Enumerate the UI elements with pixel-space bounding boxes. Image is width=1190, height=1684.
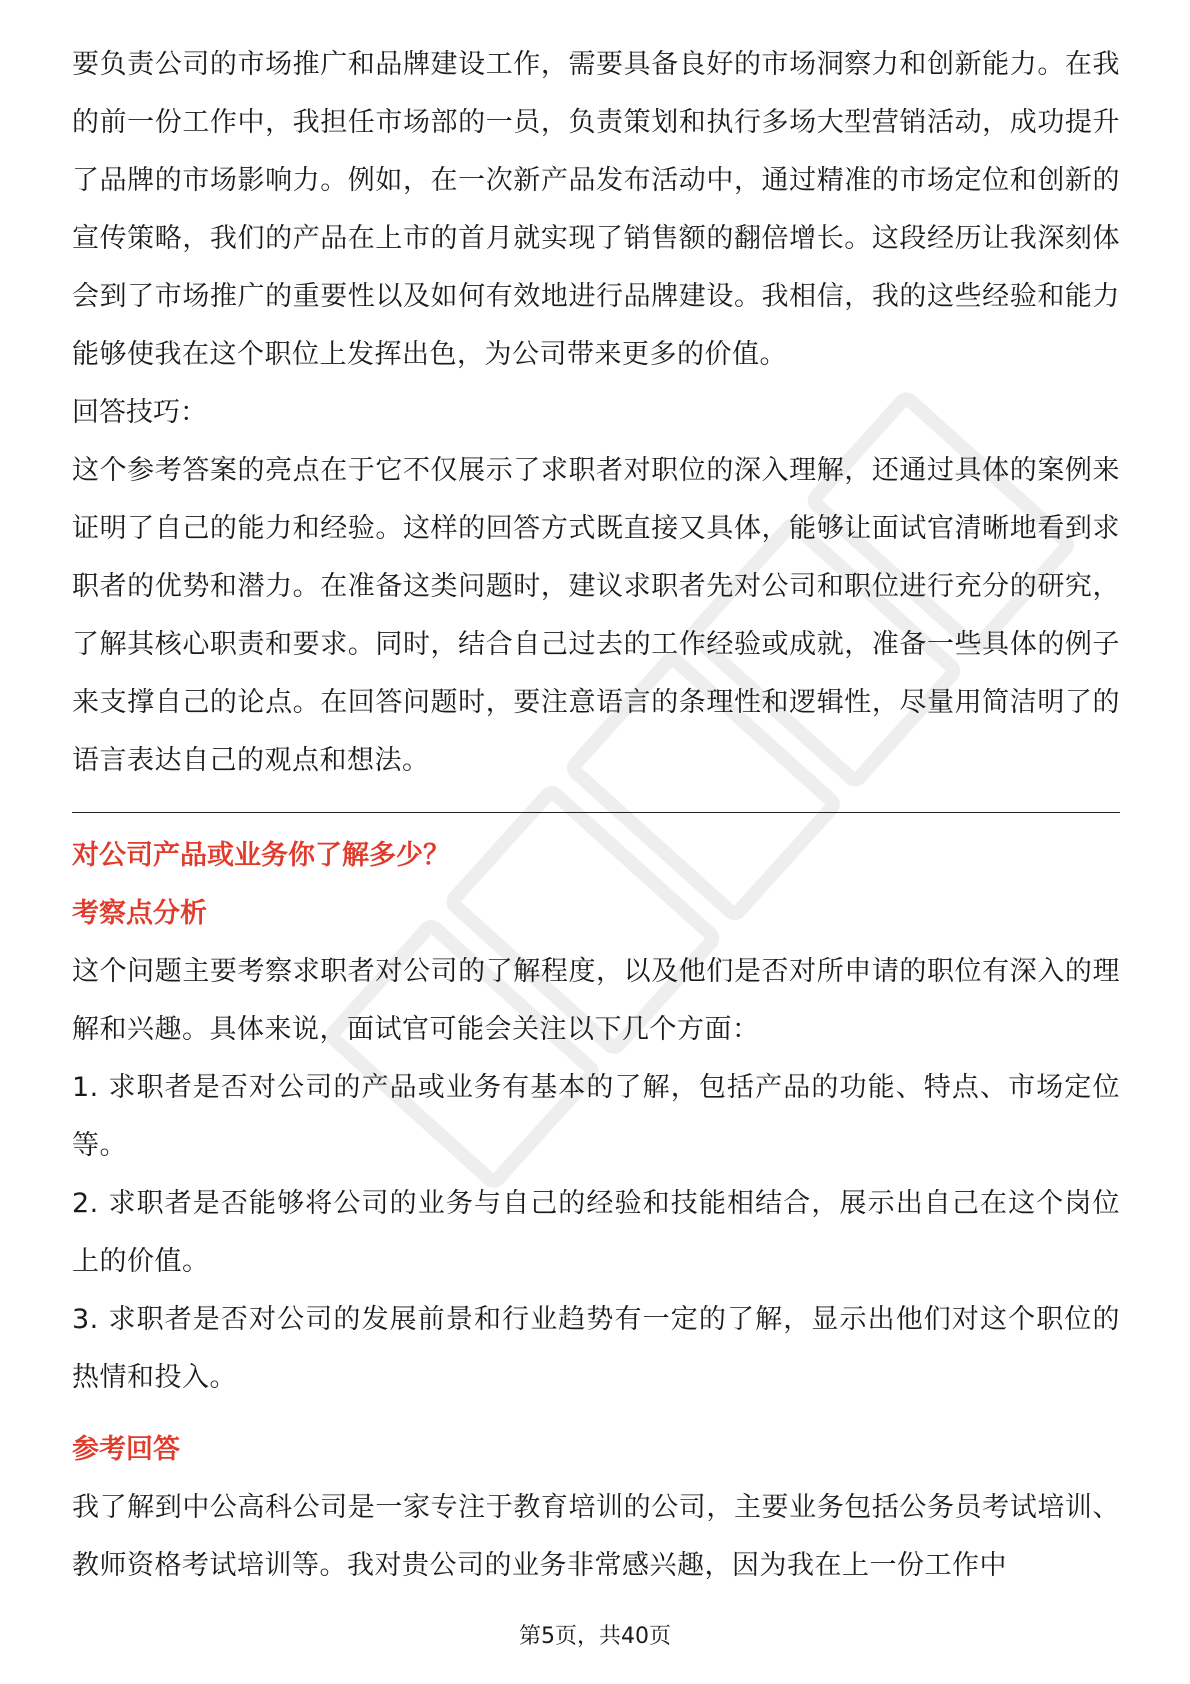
- document-page: [72, 36, 1120, 1595]
- analysis-point-2: 2. 求职者是否能够将公司的业务与自己的经验和技能相结合，展示出自己在这个岗位上的价值。: [72, 1188, 1120, 1277]
- analysis-point-1: 1. 求职者是否对公司的产品或业务有基本的了解，包括产品的功能、特点、市场定位等。: [72, 1072, 1120, 1161]
- answer-heading: 参考回答: [72, 1434, 180, 1465]
- analysis-point-3: 3. 求职者是否对公司的发展前景和行业趋势有一定的了解，显示出他们对这个职位的热情和投入。: [72, 1304, 1120, 1393]
- answer-paragraph: 我了解到中公高科公司是一家专注于教育培训的公司，主要业务包括公务员考试培训、教师资格考试培训等。我对贵公司的业务非常感兴趣，因为我在上一份工作中: [72, 1492, 1120, 1581]
- intro-paragraph: 要负责公司的市场推广和品牌建设工作，需要具备良好的市场洞察力和创新能力。在我的前一份工作中，我担任市场部的一员，负责策划和执行多场大型营销活动，成功提升了品牌的市场影响力。例如，在一次新产品发布活动中，通过精准的市场定位和创新的宣传策略，我们的产品在上市的首月就实现了销售额的翻倍增长。这段经历让我深刻体会到了市场推广的重要性以及如何有效地进行品牌建设。我相信，我的这些经验和能力能够使我在这个职位上发挥出色，为公司带来更多的价值。: [72, 49, 1120, 370]
- analysis-heading: 考察点分析: [72, 898, 207, 929]
- section-divider: [72, 812, 1120, 813]
- analysis-intro: 这个问题主要考察求职者对公司的了解程度，以及他们是否对所申请的职位有深入的理解和兴趣。具体来说，面试官可能会关注以下几个方面：: [72, 956, 1120, 1045]
- tips-paragraph: 这个参考答案的亮点在于它不仅展示了求职者对职位的深入理解，还通过具体的案例来证明了自己的能力和经验。这样的回答方式既直接又具体，能够让面试官清晰地看到求职者的优势和潜力。在准备这类问题时，建议求职者先对公司和职位进行充分的研究，了解其核心职责和要求。同时，结合自己过去的工作经验或成就，准备一些具体的例子来支撑自己的论点。在回答问题时，要注意语言的条理性和逻辑性，尽量用简洁明了的语言表达自己的观点和想法。: [72, 455, 1120, 776]
- question-title: 对公司产品或业务你了解多少？: [72, 840, 450, 871]
- page-footer: 第5页，共40页: [519, 1624, 671, 1649]
- tips-label: 回答技巧：: [72, 397, 207, 428]
